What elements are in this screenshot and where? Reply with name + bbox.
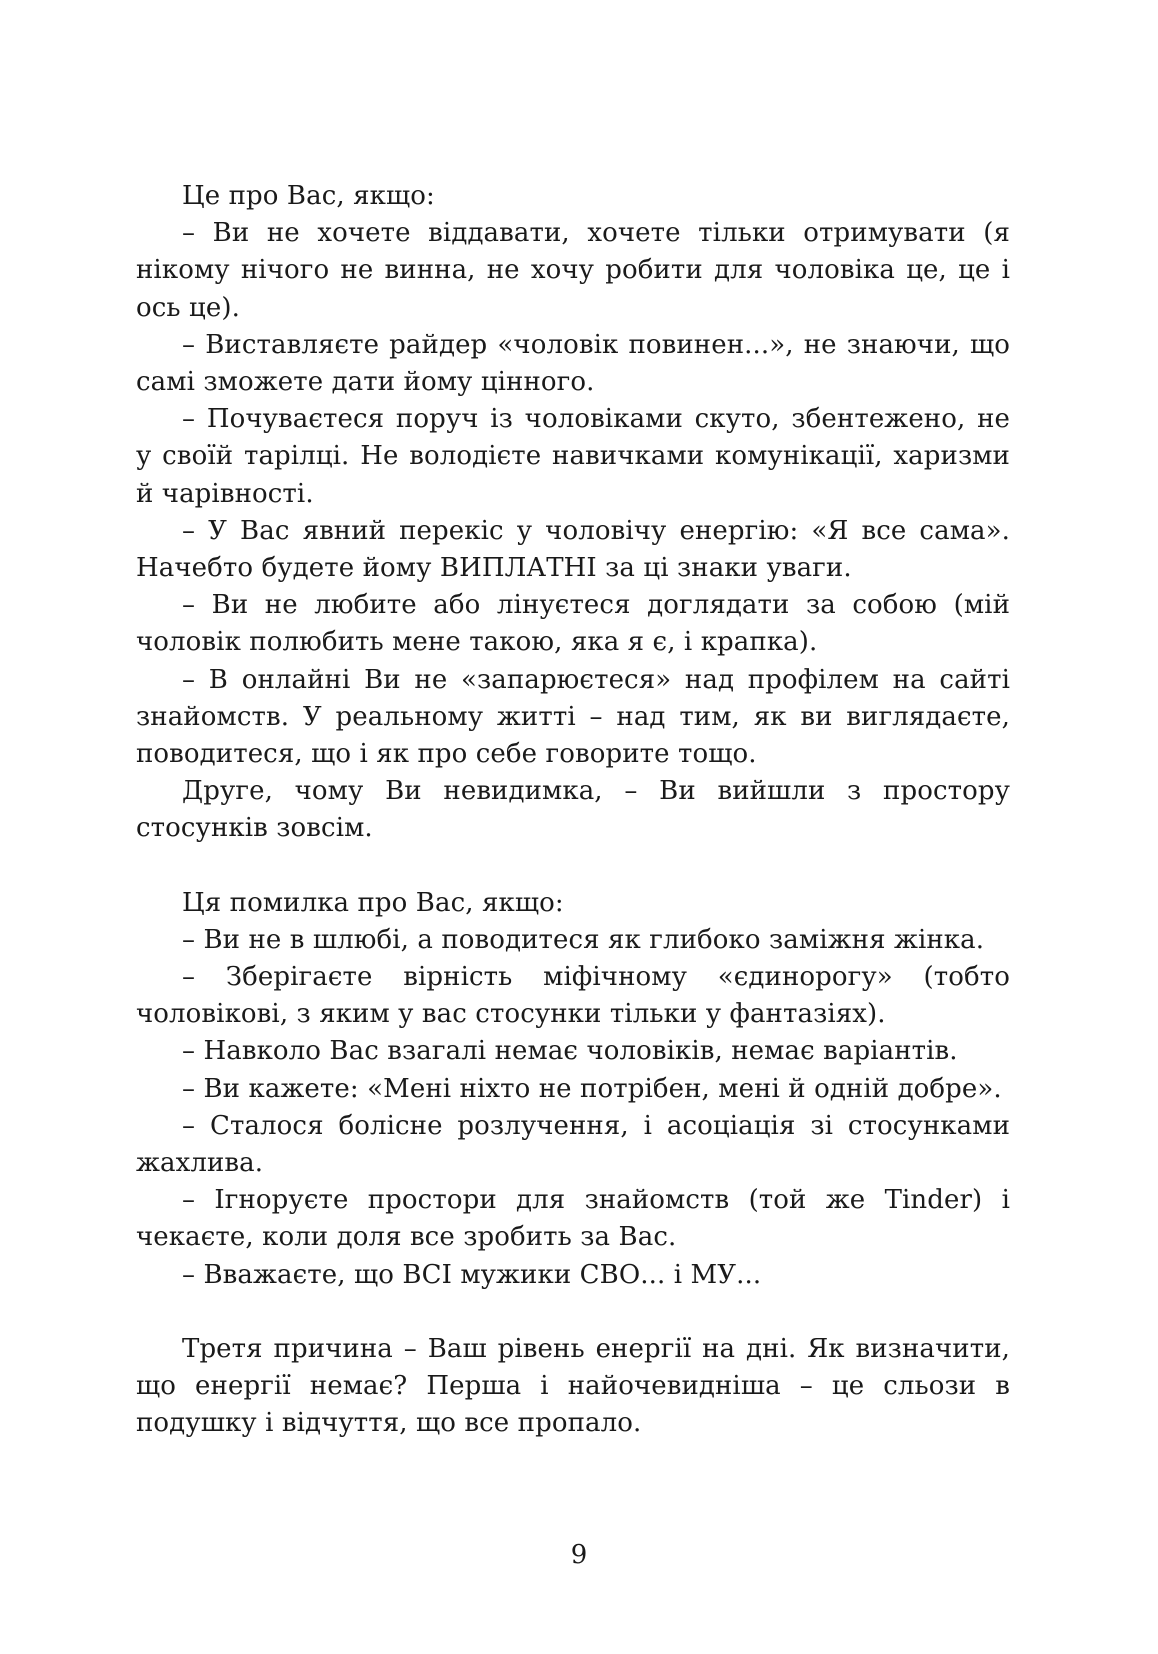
list-item: – Навколо Вас взагалі немає чоловіків, немає варіантів. bbox=[182, 1036, 958, 1067]
list-item: – Ви не хочете віддавати, хочете тільки отримувати (я нікому нічого не винна, не хочу робити для чоловіка це, це і ось це). bbox=[136, 218, 1010, 323]
list-item: – Сталося болісне розлучення, і асоціація зі стосунками жахлива. bbox=[136, 1110, 1010, 1179]
page-number: 9 bbox=[570, 1540, 588, 1570]
list-item: – Почуваєтеся поруч із чоловіками скуто, збентежено, не у своїй тарілці. Не володієте навичками комунікації, харизми й чарівності. bbox=[136, 404, 1010, 509]
paragraph-gap bbox=[136, 848, 1010, 885]
section1-closing: Друге, чому Ви невидимка, – Ви вийшли з простору стосунків зовсім. bbox=[136, 776, 1010, 844]
list-item: – Виставляєте райдер «чоловік повинен...», не знаючи, що самі зможете дати йому цінного. bbox=[136, 329, 1010, 398]
section1-intro: Це про Вас, якщо: bbox=[182, 181, 435, 211]
list-item: – Ігноруєте простори для знайомств (той же Tinder) і чекаєте, коли доля все зробить за Вас. bbox=[136, 1185, 1010, 1253]
page-body bbox=[136, 178, 1010, 1443]
list-item: – Ви кажете: «Мені ніхто не потрібен, мені й одній добре». bbox=[182, 1073, 1002, 1104]
section2-intro: Ця помилка про Вас, якщо: bbox=[182, 887, 564, 918]
list-item: – Ви не любите або лінуєтеся доглядати за собою (мій чоловік полюбить мене такою, яка я є, і крапка). bbox=[136, 590, 1010, 658]
list-item: – В онлайні Ви не «запарюєтеся» над профілем на сайті знайомств. У реальному житті – над тим, як ви виглядаєте, поводитеся, що і як про себе говорите тощо. bbox=[136, 664, 1010, 770]
paragraph-gap bbox=[136, 1294, 1010, 1331]
list-item: – У Вас явний перекіс у чоловічу енергію: «Я все сама». Начебто будете йому ВИПЛАТНІ за ці знаки уваги. bbox=[136, 515, 1010, 584]
section3-paragraph: Третя причина – Ваш рівень енергії на дні. Як визначити, що енергії немає? Перша і найочевидніша – це сльози в подушку і відчуття, що все пропало. bbox=[136, 1333, 1010, 1439]
list-item: – Ви не в шлюбі, а поводитеся як глибоко заміжня жінка. bbox=[182, 924, 985, 955]
list-item: – Вважаєте, що ВСІ мужики СВО... і МУ... bbox=[182, 1259, 762, 1290]
list-item: – Зберігаєте вірність міфічному «єдинорогу» (тобто чоловікові, з яким у вас стосунки тільки у фантазіях). bbox=[136, 962, 1010, 1030]
